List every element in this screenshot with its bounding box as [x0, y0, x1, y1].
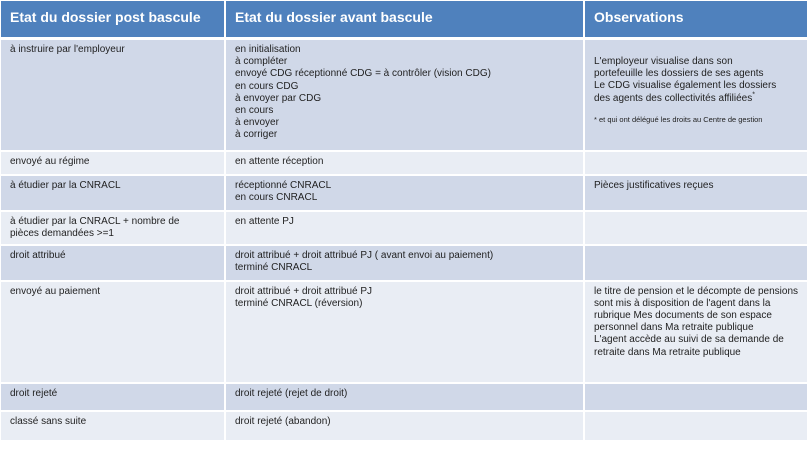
table-row — [1, 211, 807, 245]
pre-status-cell — [225, 245, 584, 281]
pre-status-line: à compléter — [235, 56, 288, 68]
pre-status-line: droit attribué + droit attribué PJ — [235, 285, 373, 297]
header-observations: Observations — [584, 1, 807, 39]
pre-status-cell — [225, 211, 584, 245]
pre-status-line: envoyé CDG réceptionné CDG = à contrôler (vision CDG) — [235, 68, 491, 80]
post-status-cell — [1, 383, 225, 411]
post-status: droit rejeté — [10, 387, 58, 399]
table-row — [1, 151, 807, 175]
post-status: envoyé au régime — [10, 155, 90, 167]
observation-line: Pièces justificatives reçues — [594, 179, 714, 191]
table-header-row — [1, 1, 807, 39]
observation-line: L'employeur visualise dans son — [594, 56, 733, 67]
post-status: à étudier par la CNRACL — [10, 179, 121, 191]
post-status: droit attribué — [10, 249, 66, 261]
pre-status-cell — [225, 175, 584, 211]
pre-status-line: droit attribué + droit attribué PJ ( avant envoi au paiement) — [235, 249, 494, 261]
pre-status-cell — [225, 411, 584, 441]
observation-cell — [584, 151, 807, 175]
pre-status-cell — [225, 39, 584, 151]
pre-status-line: en attente réception — [235, 155, 324, 167]
post-status-cell — [1, 39, 225, 151]
table-row — [1, 39, 807, 151]
post-status: classé sans suite — [10, 415, 87, 427]
pre-status-line: en initialisation — [235, 44, 301, 55]
post-status-cell — [1, 175, 225, 211]
footnote: * et qui ont délégué les droits au Centre de gestion — [594, 114, 763, 124]
observation-cell — [584, 175, 807, 211]
pre-status-line: réceptionné CNRACL — [235, 179, 332, 191]
pre-status-line: droit rejeté (rejet de droit) — [235, 387, 348, 399]
pre-status-line: terminé CNRACL (réversion) — [235, 297, 363, 309]
post-status-cell — [1, 151, 225, 175]
observation-cell — [584, 245, 807, 281]
post-status-cell — [1, 411, 225, 441]
post-status: envoyé au paiement — [10, 285, 101, 297]
pre-status-cell — [225, 281, 584, 383]
pre-status-line: à corriger — [235, 129, 278, 141]
header-post-bascule: Etat du dossier post bascule — [1, 1, 225, 39]
observation-cell — [584, 281, 807, 383]
pre-status-cell — [225, 151, 584, 175]
post-status: à instruire par l'employeur — [10, 44, 125, 55]
table-row — [1, 281, 807, 383]
observation-line: le titre de pension et le décompte de pensions sont mis à disposition de l'agent dans la rubrique Mes documents de son espace personnel dans Ma retraite publique — [594, 285, 799, 334]
observation-cell — [584, 39, 807, 151]
observation-cell — [584, 383, 807, 411]
table-row — [1, 175, 807, 211]
observation-text: des agents des collectivités affiliées — [594, 92, 753, 104]
post-status-cell — [1, 281, 225, 383]
table-row — [1, 383, 807, 411]
pre-status-line: en attente PJ — [235, 215, 294, 227]
observation-cell — [584, 411, 807, 441]
observation-line: Le CDG visualise également les dossiers — [594, 80, 777, 92]
pre-status-line: à envoyer par CDG — [235, 92, 322, 104]
post-status-cell — [1, 211, 225, 245]
observation-line — [594, 93, 801, 105]
pre-status-line: terminé CNRACL — [235, 261, 313, 273]
pre-status-cell — [225, 383, 584, 411]
table-row — [1, 411, 807, 441]
observation-line: L'agent accède au suivi de sa demande de retraite dans Ma retraite publique — [594, 334, 784, 358]
header-avant-bascule: Etat du dossier avant bascule — [225, 1, 584, 39]
table-row — [1, 245, 807, 281]
pre-status-line: en cours — [235, 105, 274, 117]
pre-status-line: en cours CNRACL — [235, 191, 318, 203]
post-status-cell — [1, 245, 225, 281]
pre-status-line: en cours CDG — [235, 80, 299, 92]
footnote-marker: * — [752, 91, 755, 99]
observation-cell — [584, 211, 807, 245]
pre-status-line: à envoyer — [235, 117, 279, 129]
observation-line: portefeuille les dossiers de ses agents — [594, 68, 764, 80]
post-status: à étudier par la CNRACL + nombre de pièces demandées >=1 — [10, 215, 180, 239]
status-mapping-table — [1, 1, 807, 442]
pre-status-line: droit rejeté (abandon) — [235, 415, 331, 427]
